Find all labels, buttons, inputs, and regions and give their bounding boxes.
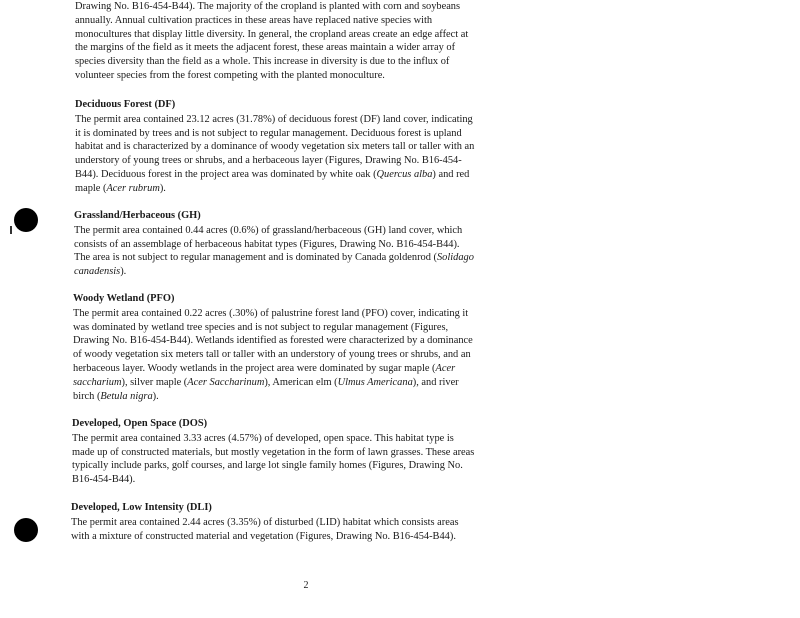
section-developed-open-space bbox=[72, 417, 547, 487]
section-line: B44). Deciduous forest in the project area was dominated by white oak (Quercus alba) and red bbox=[75, 168, 470, 180]
intro-paragraph bbox=[75, 0, 545, 83]
section-line: understory of young trees or shrubs, and a herbaceous layer (Figures, Drawing No. B16-454- bbox=[75, 155, 462, 167]
intro-line: species diversity than the field as a whole. This increase in diversity is due to the influx of bbox=[75, 56, 450, 68]
section-line: birch (Betula nigra). bbox=[73, 390, 159, 402]
intro-line: the margins of the field as it meets the adjacent forest, these areas maintain a wider array of bbox=[75, 42, 456, 54]
section-line: herbaceous layer. Woody wetlands in the project area were dominated by sugar maple (Acer bbox=[73, 362, 456, 374]
section-line: habitat and is characterized by a dominance of woody vegetation six meters tall or taller with an bbox=[75, 141, 475, 153]
punch-hole-bottom bbox=[14, 518, 38, 542]
page-number: 2 bbox=[303, 580, 309, 591]
section-line: consists of an assemblage of herbaceous habitat types (Figures, Drawing No. B16-454-B44). bbox=[74, 238, 460, 250]
section-heading: Woody Wetland (PFO) bbox=[73, 293, 175, 304]
section-developed-low-intensity bbox=[71, 501, 546, 543]
section-line: The permit area contained 3.33 acres (4.57%) of developed, open space. This habitat type is bbox=[72, 432, 454, 444]
section-line: The permit area contained 2.44 acres (3.35%) of disturbed (LID) habitat which consists areas bbox=[71, 516, 459, 528]
section-line: Drawing No. B16-454-B44). Wetlands identified as forested were characterized by a dominance bbox=[73, 335, 473, 347]
section-heading: Developed, Low Intensity (DLI) bbox=[71, 502, 212, 513]
section-line: The permit area contained 0.44 acres (0.6%) of grassland/herbaceous (GH) land cover, which bbox=[74, 224, 463, 236]
section-line: The permit area contained 23.12 acres (31.78%) of deciduous forest (DF) land cover, indicating bbox=[75, 113, 473, 125]
intro-line: volunteer species from the forest competing with the planted monoculture. bbox=[75, 69, 385, 81]
section-line: The permit area contained 0.22 acres (.30%) of palustrine forest land (PFO) cover, indicating it bbox=[73, 307, 469, 319]
intro-line: Drawing No. B16-454-B44). The majority of the cropland is planted with corn and soybeans bbox=[75, 1, 461, 12]
punch-hole-top bbox=[14, 208, 38, 232]
section-line: with a mixture of constructed material and vegetation (Figures, Drawing No. B16-454-B44). bbox=[71, 530, 456, 542]
intro-line: monocultures that display little diversity. In general, the cropland areas create an edge affect at bbox=[75, 28, 469, 40]
section-line: typically include parks, golf courses, and large lot single family homes (Figures, Drawing No. bbox=[72, 460, 463, 472]
margin-mark bbox=[10, 226, 12, 234]
section-line: maple (Acer rubrum). bbox=[75, 182, 166, 194]
section-line: B16-454-B44). bbox=[72, 474, 136, 486]
section-line: saccharium), silver maple (Acer Saccharinum), American elm (Ulmus Americana), and river bbox=[73, 376, 459, 388]
section-woody-wetland bbox=[73, 292, 543, 403]
section-line: The area is not subject to regular management and is dominated by Canada goldenrod (Solidago bbox=[74, 252, 474, 264]
section-line: of woody vegetation six meters tall or taller with an understory of young trees or shrubs, and an bbox=[73, 349, 471, 361]
section-grassland bbox=[74, 209, 544, 279]
section-line: made up of constructed materials, but mostly vegetation in the form of lawn grasses. These areas bbox=[72, 446, 475, 458]
section-heading: Deciduous Forest (DF) bbox=[75, 99, 176, 110]
section-line: canadensis). bbox=[74, 266, 127, 278]
section-heading: Grassland/Herbaceous (GH) bbox=[74, 210, 201, 221]
section-line: was dominated by wetland tree species and is not subject to regular management (Figures, bbox=[73, 321, 449, 333]
section-deciduous-forest bbox=[75, 98, 545, 196]
section-line: it is dominated by trees and is not subject to regular management. Deciduous forest is upland bbox=[75, 127, 462, 139]
section-heading: Developed, Open Space (DOS) bbox=[72, 418, 208, 429]
intro-line: annually. Annual cultivation practices in these areas have replaced native species with bbox=[75, 14, 433, 26]
